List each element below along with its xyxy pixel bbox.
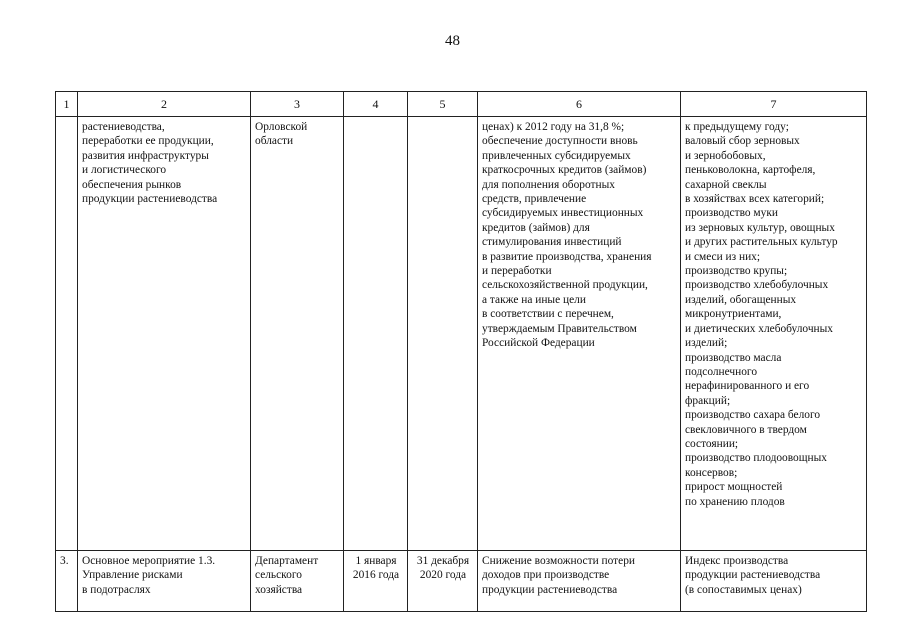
- responsible-cell: Орловской области: [251, 117, 344, 551]
- end-date-cell: [408, 117, 478, 551]
- table-row: [56, 117, 867, 551]
- row-number-cell: 3.: [56, 551, 78, 612]
- measure-name-cell: Основное мероприятие 1.3. Управление рисками в подотраслях: [78, 551, 251, 612]
- expected-result-cell: Снижение возможности потери доходов при производстве продукции растениеводства: [478, 551, 681, 612]
- header-cell: 4: [344, 92, 408, 117]
- page-number: 48: [445, 33, 460, 49]
- header-cell: 5: [408, 92, 478, 117]
- start-date-cell: 1 января 2016 года: [344, 551, 408, 612]
- responsible-cell: Департамент сельского хозяйства: [251, 551, 344, 612]
- header-cell: 6: [478, 92, 681, 117]
- end-date-cell: 31 декабря 2020 года: [408, 551, 478, 612]
- row-number-cell: [56, 117, 78, 551]
- start-date-cell: [344, 117, 408, 551]
- header-cell: 1: [56, 92, 78, 117]
- header-cell: 7: [681, 92, 867, 117]
- measures-table: [55, 91, 867, 612]
- header-cell: 2: [78, 92, 251, 117]
- indicator-cell: к предыдущему году; валовый сбор зерновых и зернобобовых, пеньковолокна, картофеля, сахарной свеклы в хозяйствах всех категорий; производство муки из зерновых культур, овощных и других растительных культур и смеси из них; производство крупы; производство хлебобулочных изделий, обогащенных микронутриентами, и диетических хлебобулочных изделий; производство масла подсолнечного нерафинированного и его фракций; производство сахара белого свекловичного в твердом состоянии; производство плодоовощных консервов; прирост мощностей по хранению плодов: [681, 117, 867, 551]
- measure-name-cell: растениеводства, переработки ее продукции, развития инфраструктуры и логистического обеспечения рынков продукции растениеводства: [78, 117, 251, 551]
- expected-result-cell: ценах) к 2012 году на 31,8 %; обеспечение доступности вновь привлеченных субсидируемых краткосрочных кредитов (займов) для пополнения оборотных средств, привлечение субсидируемых инвестиционных кредитов (займов) для стимулирования инвестиций в развитие производства, хранения и переработки сельскохозяйственной продукции, а также на иные цели в соответствии с перечнем, утверждаемым Правительством Российской Федерации: [478, 117, 681, 551]
- table-row: [56, 551, 867, 612]
- header-row: [56, 92, 867, 117]
- header-cell: 3: [251, 92, 344, 117]
- indicator-cell: Индекс производства продукции растениеводства (в сопоставимых ценах): [681, 551, 867, 612]
